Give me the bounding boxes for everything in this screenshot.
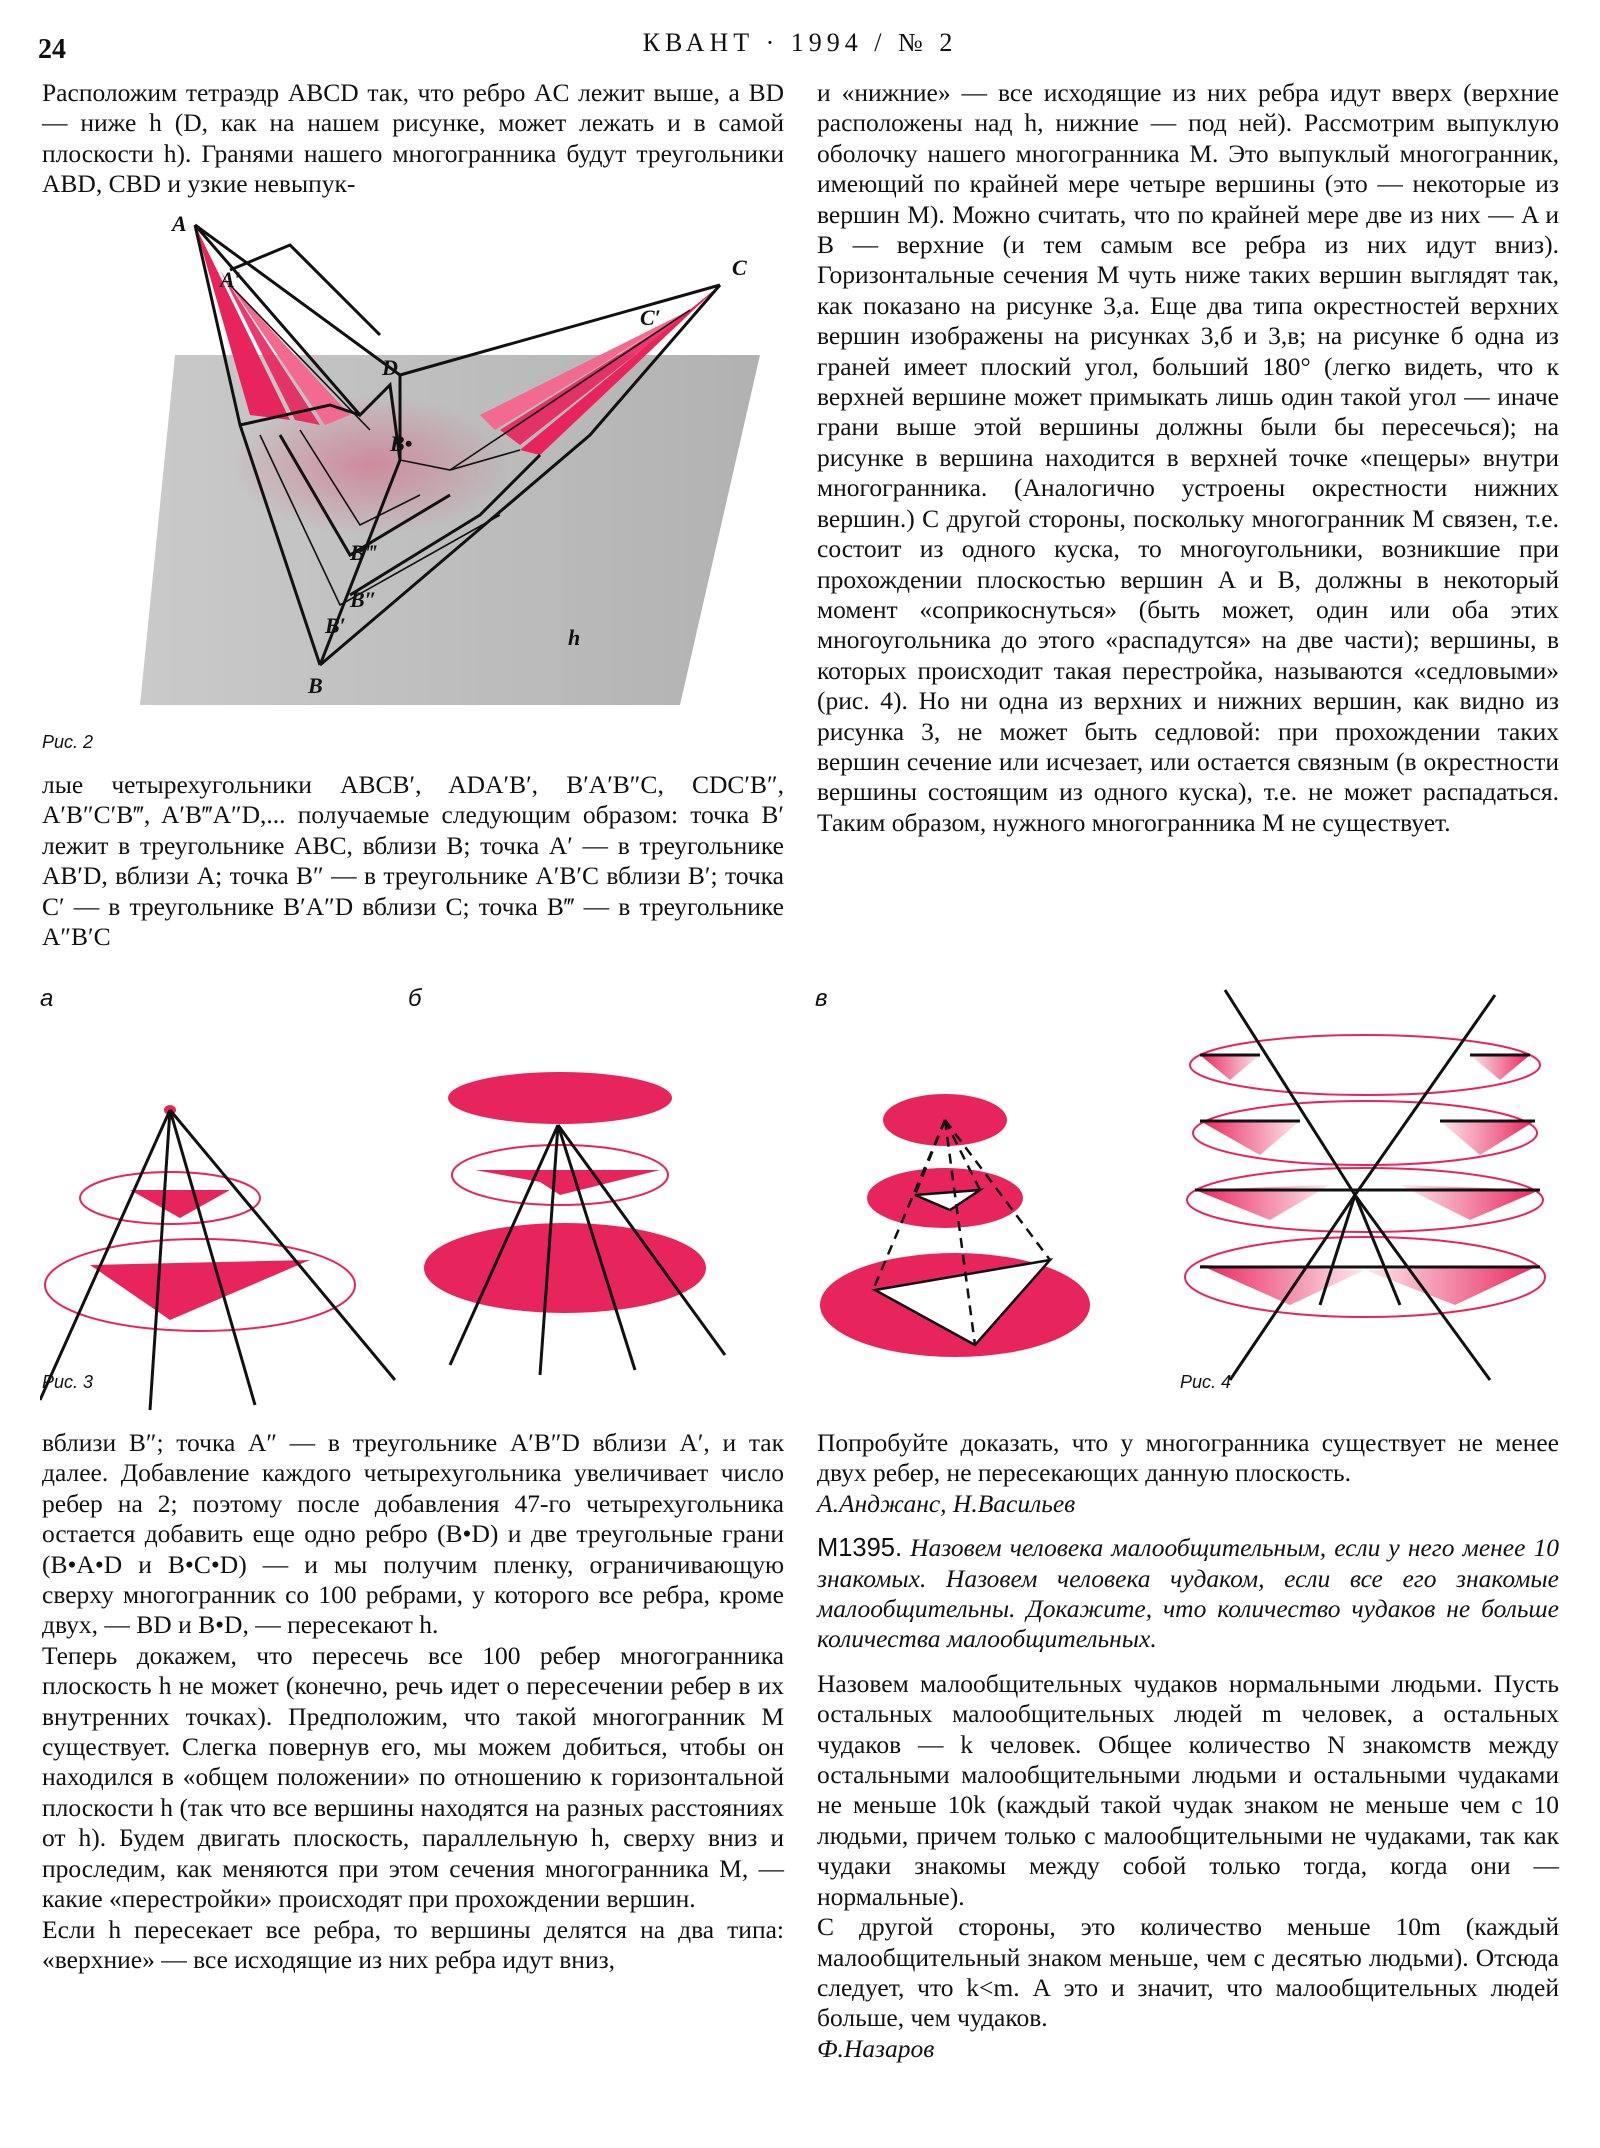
figure-4: [1170, 985, 1570, 1385]
label-B: B: [308, 673, 323, 698]
col2-bottom-text: [817, 1428, 1559, 2064]
label-B-prime: B′: [325, 613, 346, 638]
plane-h: [140, 355, 760, 705]
col1-top-text: [42, 78, 784, 200]
figure-2: [120, 215, 800, 715]
col1-mid-text: [42, 770, 784, 952]
label-h: h: [568, 625, 581, 650]
problem: [817, 1533, 1559, 1655]
fig3-label-v: в: [815, 985, 828, 1012]
figure-3a: [40, 1090, 420, 1420]
paragraph: Теперь докажем, что пересечь все 100 ребер многогранника плоскость h не может (конечно, речь идет о пересечении ребер в их внутренних точках). Предположим, что такой многогранник M существует. Слегка повернув его, мы можем добиться, чтобы он находился в «общем положении» по отношению к горизонтальной плоскости h (так что все вершины находятся на разных расстояниях от h). Будем двигать плоскость, параллельную h, сверху вниз и проследим, как меняются при этом сечения многогранника M, — какие «перестройки» происходят при прохождении вершин.: [42, 1640, 784, 1914]
col2-top-text: [817, 78, 1559, 838]
label-B-triple: B‴: [350, 540, 377, 565]
label-C-prime: C′: [640, 305, 661, 330]
label-B-dot: B•: [390, 431, 413, 456]
paragraph: Расположим тетраэдр ABCD так, что ребро AC лежит выше, а BD — ниже h (D, как на нашем рисунке, может лежать и в самой плоскости h). Гранями нашего многогранника будут треугольники ABD, CBD и узкие невыпук-: [42, 78, 784, 199]
paragraph: Если h пересекает все ребра, то вершины делятся на два типа: «верхние» — все исходящие из них ребра идут вниз,: [42, 1914, 784, 1974]
label-C: C: [732, 255, 747, 280]
paragraph: и «нижние» — все исходящие из них ребра идут вверх (верхние расположены над h, нижние — под ней). Рассмотрим выпуклую оболочку нашего многогранника M. Это выпуклый многогранник, имеющий по крайней мере четыре вершины (это — некоторые из вершин M). Можно считать, что по крайней мере две из них — A и B — верхние (и тем самым все ребра из них идут вниз). Горизонтальные сечения M чуть ниже таких вершин выглядят так, как показано на рисунке 3,а. Еще два типа окрестностей верхних вершин изображены на рисунках 3,б и 3,в; на рисунке б одна из граней имеет плоский угол, больший 180° (легко видеть, что к верхней вершине может примыкать лишь один такой угол — иначе грани выше этой вершины должны были бы пересечься); на рисунке в вершина находится в верхней точке «пещеры» внутри многогранника. (Аналогично устроены окрестности нижних вершин.) С другой стороны, поскольку многогранник M связен, т.е. состоит из одного куска, то многоугольники, возникшие при прохождении плоскостью вершин A и B, должны в некоторый момент «соприкоснуться» (быть может, один или оба этих многоугольника до этого «распадутся» на две части); вершины, в которых происходит такая перестройка, называются «седловыми» (рис. 4). Но ни одна из верхних и нижних вершин, как видно из рисунка 3, не может быть седловой: при прохождении таких вершин сечение или исчезает, или остается связным (в окрестности вершины состоящим из одного куска), т.е. не может распадаться. Таким образом, нужного многогранника M не существует.: [817, 78, 1559, 837]
label-B-double: B″: [350, 587, 377, 612]
paragraph: Назовем малообщительных чудаков нормальными людьми. Пусть остальных малообщительных людей m человек, а остальных чудаков — k человек. Общее количество N знакомств между остальными малообщительными людьми и остальными чудаками не меньше 10k (каждый такой чудак знаком не меньше чем с 10 людьми, причем только с малообщительными не чудаками, так как чудаки знакомы между собой только тогда, когда они — нормальные).: [817, 1668, 1559, 1911]
fig4-caption: Рис. 4: [1180, 1372, 1232, 1392]
figure-3v: [815, 1090, 1145, 1370]
fig3-label-a: а: [40, 985, 54, 1012]
figure-3b: [420, 1070, 740, 1390]
col1-bottom-text: [42, 1428, 784, 1975]
label-A-prime: A′: [220, 267, 241, 292]
authors: А.Анджанс, Н.Васильев: [817, 1488, 1076, 1518]
paragraph: С другой стороны, это количество меньше 10m (каждый малообщительный знаком меньше, чем с десятью людьми). Отсюда следует, что k<m. А это и значит, что малообщительных людей больше, чем чудаков.: [817, 1912, 1559, 2033]
label-D: D: [382, 355, 398, 380]
page-number: 24: [38, 34, 66, 65]
exercise-text: Попробуйте доказать, что у многогранника существует не менее двух ребер, не пересекающих данную плоскость.: [817, 1428, 1559, 1488]
label-A: A: [172, 215, 187, 236]
fig3-label-b: б: [408, 985, 422, 1012]
paragraph: вблизи B″; точка A″ — в треугольнике A′B″D вблизи A′, и так далее. Добавление каждого четырехугольника увеличивает число ребер на 2; поэтому после добавления 47-го четырехугольника остается добавить еще одно ребро (B•D) и две треугольные грани (B•A•D и B•C•D) — и мы получим пленку, ограничивающую сверху многогранник со 100 ребрами, у которого все ребра, кроме двух, — BD и B•D, — пересекают h.: [42, 1428, 784, 1640]
problem-number: М1395.: [817, 1534, 903, 1563]
signature: Ф.Назаров: [817, 2033, 935, 2063]
fig2-caption: Рис. 2: [42, 732, 94, 752]
fig3-caption: Рис. 3: [42, 1372, 94, 1392]
problem-text: Назовем человека малообщительным, если у него менее 10 знакомых. Назовем человека чудаком, если все его знакомые малообщительны. Докажите, что количество чудаков не больше количества малообщительных.: [817, 1533, 1559, 1654]
journal-header: КВАНТ · 1994 / № 2: [642, 28, 958, 57]
paragraph: лые четырехугольники ABCB′, ADA′B′, B′A′B″C, CDC′B″, A′B″C′B‴, A′B‴A″D,... получаемые следующим образом: точка B′ лежит в треугольнике ABC, вблизи B; точка A′ — в треугольнике AB′D, вблизи A; точка B″ — в треугольнике A′B′C вблизи B′; точка C′ — в треугольнике B′A″D вблизи C; точка B‴ — в треугольнике A″B′C: [42, 770, 784, 952]
